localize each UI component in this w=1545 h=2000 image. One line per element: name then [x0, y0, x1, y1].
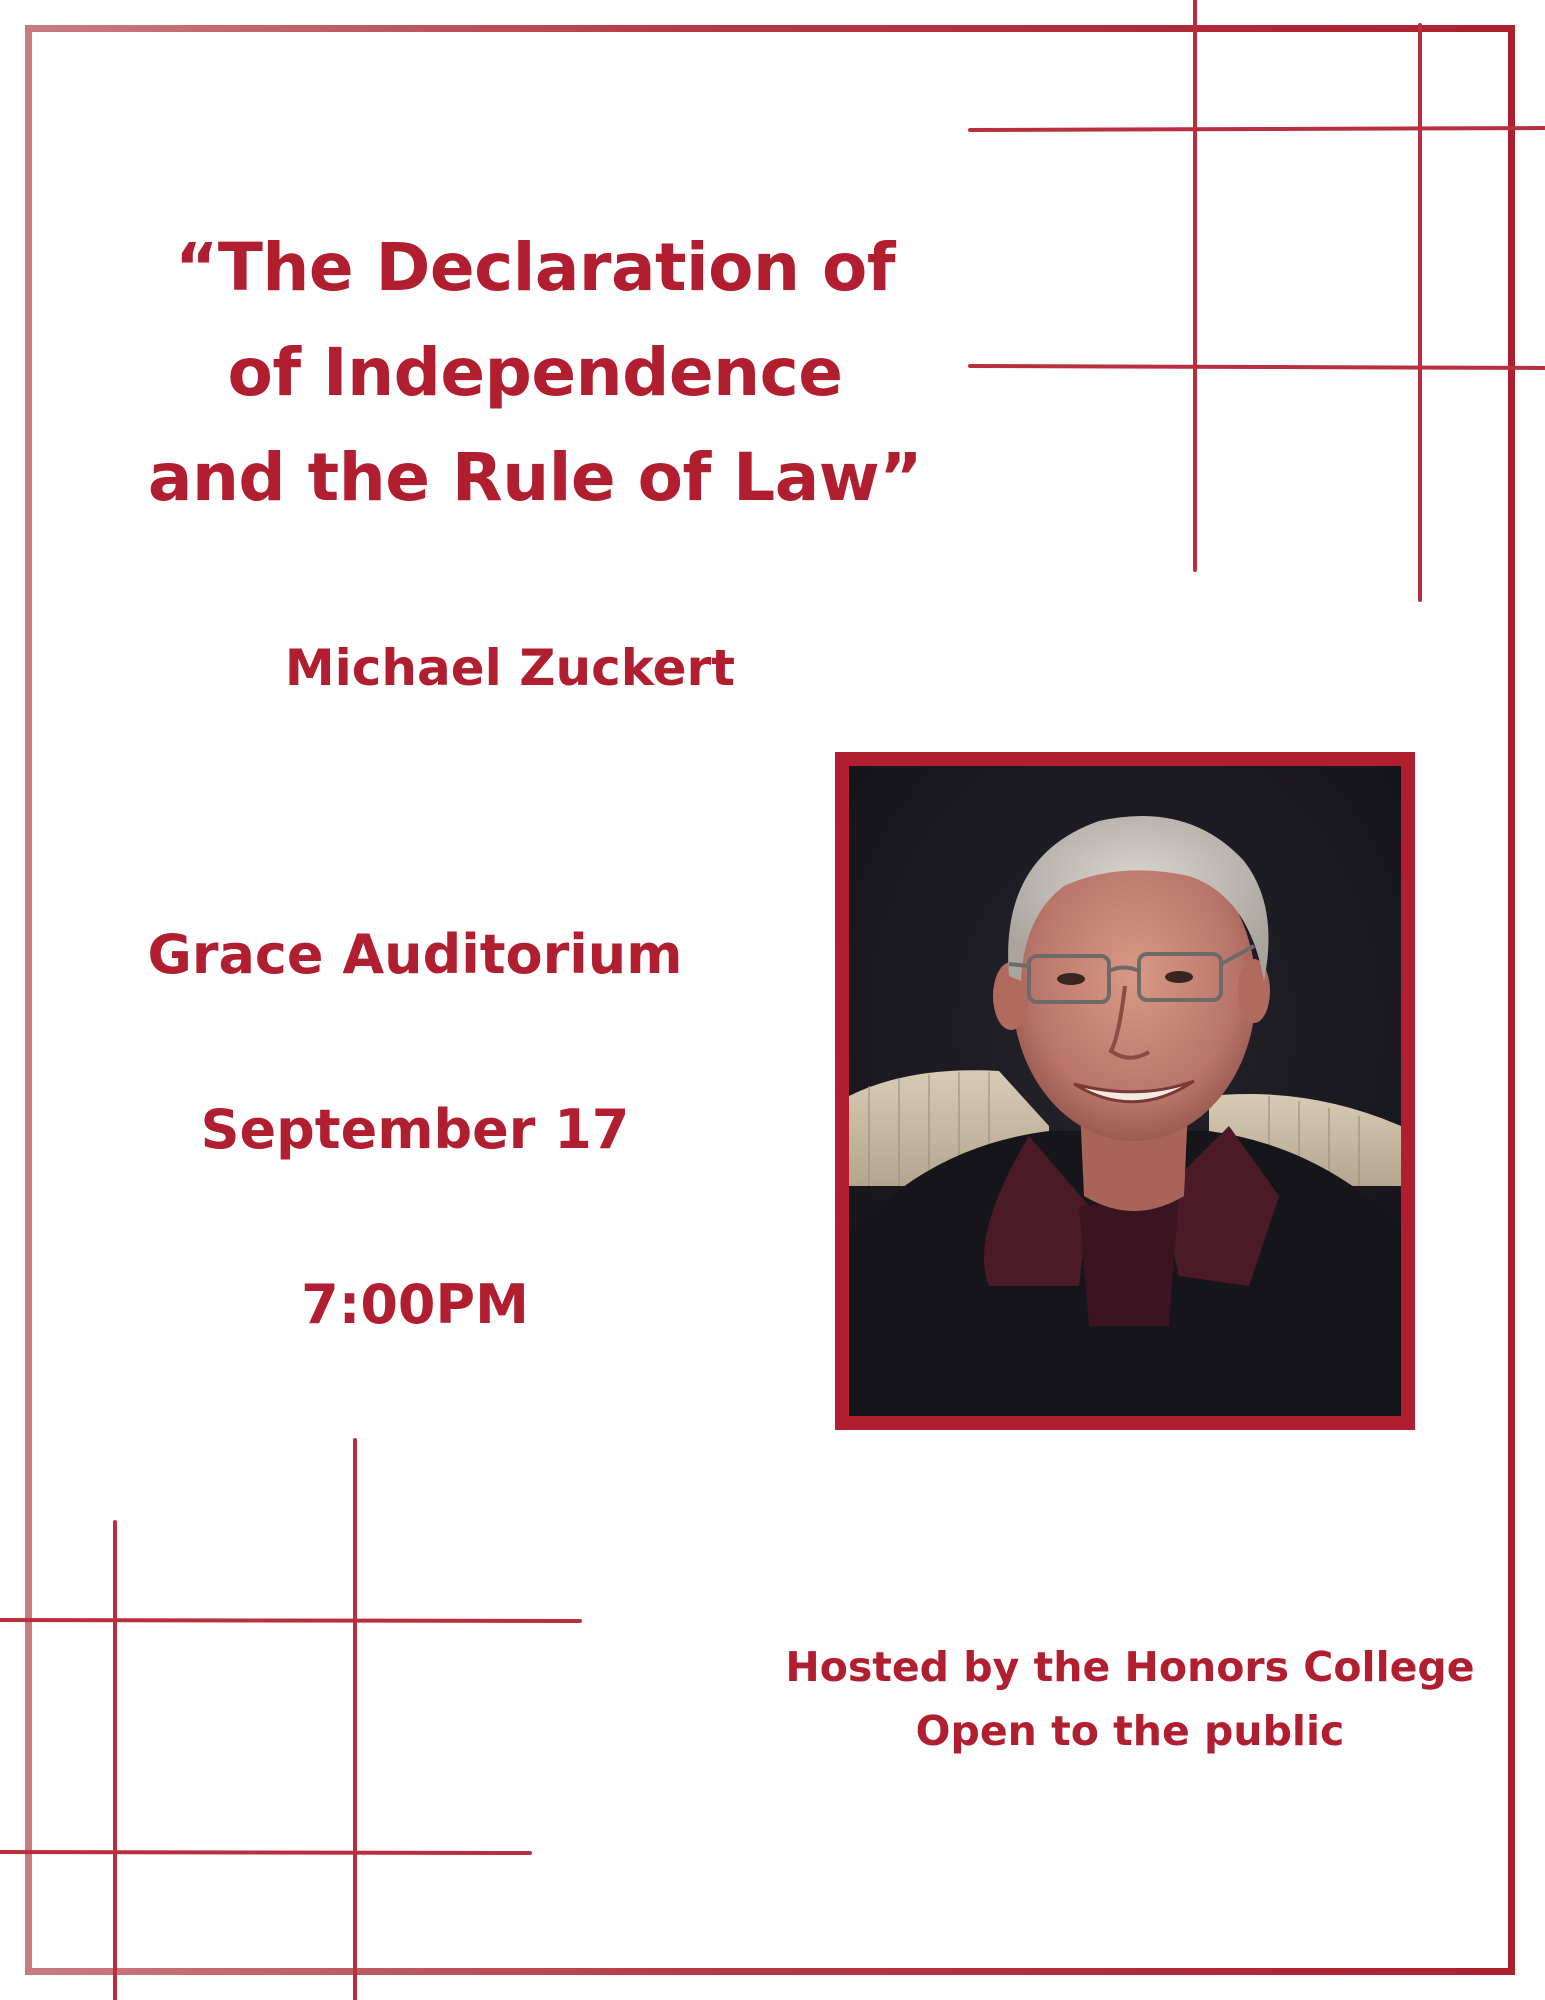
decor-line — [970, 366, 1545, 368]
decor-line — [0, 1852, 530, 1853]
speaker-name: Michael Zuckert — [284, 639, 736, 697]
decor-line — [0, 1620, 580, 1621]
event-time: 7:00PM — [301, 1273, 529, 1336]
public-access-line: Open to the public — [915, 1707, 1345, 1755]
speaker-photo — [835, 752, 1415, 1430]
host-line: Hosted by the Honors College — [785, 1643, 1475, 1691]
decor-line — [970, 128, 1545, 130]
event-title-line-1: “The Declaration of — [174, 229, 896, 306]
event-date: September 17 — [200, 1098, 630, 1161]
event-title-line-3: and the Rule of Law” — [147, 439, 923, 516]
speaker-portrait — [849, 766, 1401, 1416]
event-title-line-2: of Independence — [227, 334, 843, 411]
event-venue: Grace Auditorium — [147, 923, 683, 986]
